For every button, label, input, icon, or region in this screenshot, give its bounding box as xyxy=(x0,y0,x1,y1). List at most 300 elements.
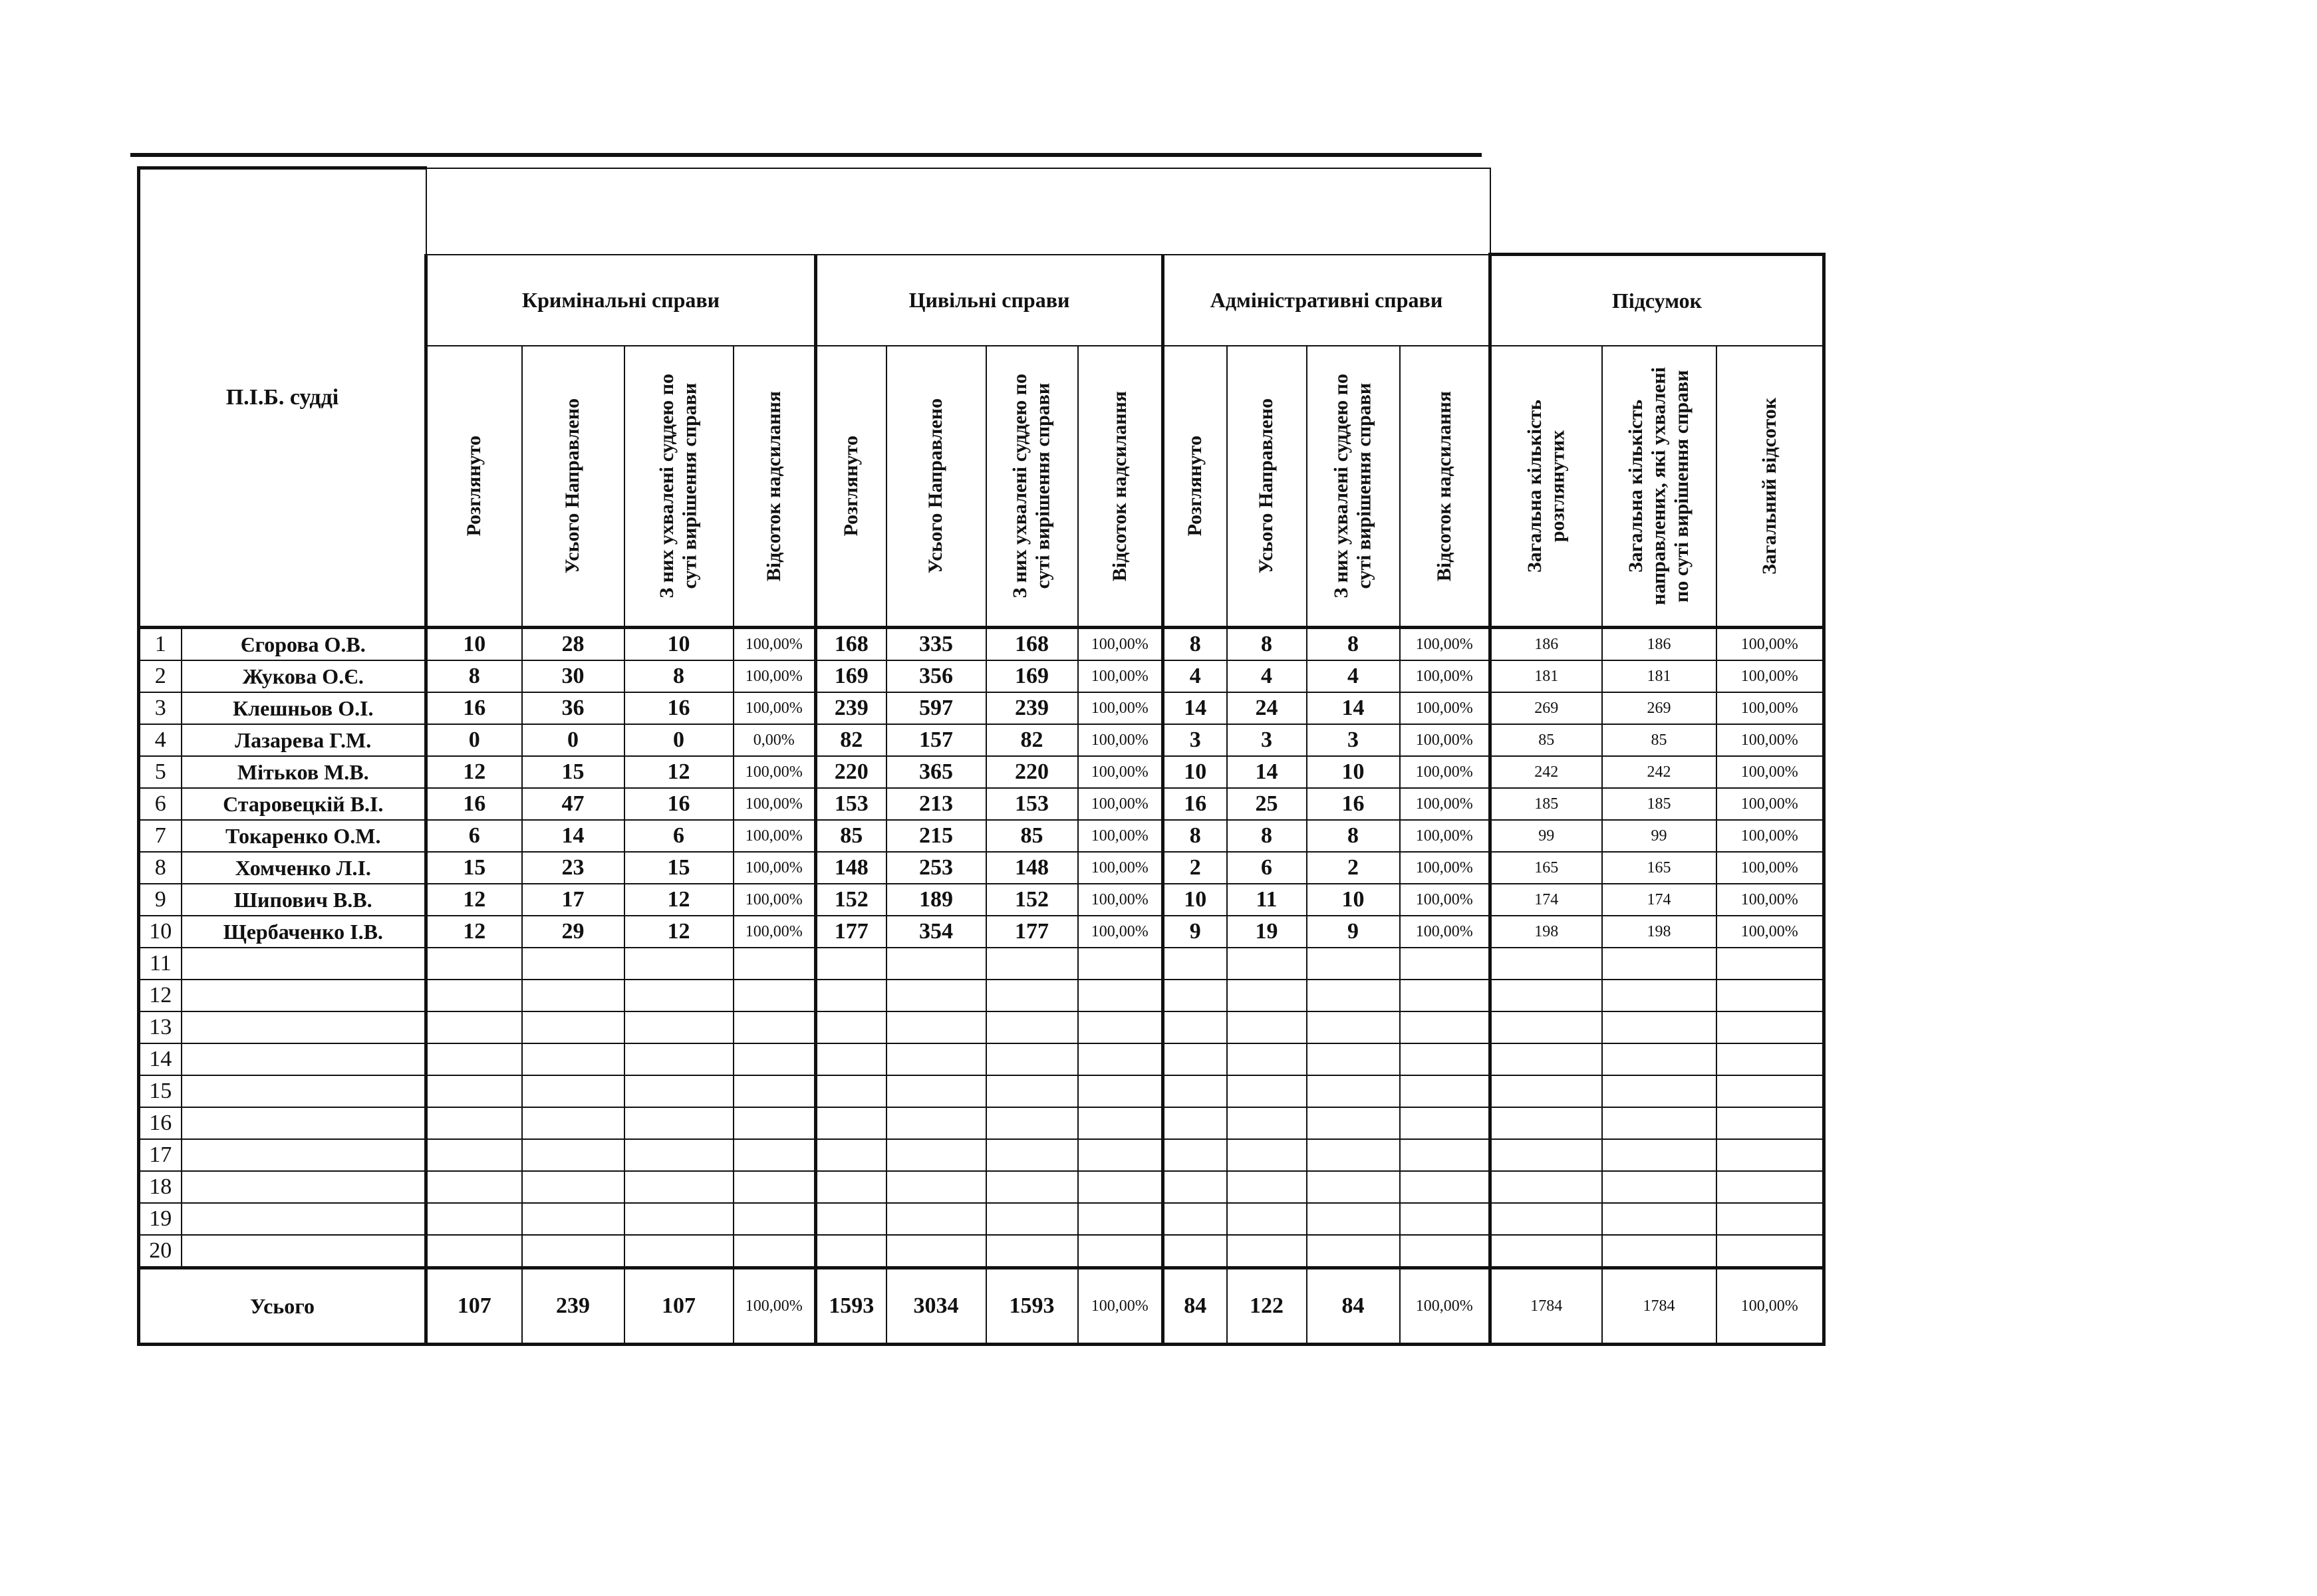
table-row xyxy=(139,628,1824,661)
criminal-value: 0,00% xyxy=(734,724,816,756)
civil-subheader-3 xyxy=(986,346,1078,628)
admin-value xyxy=(1307,1139,1400,1171)
row-number: 5 xyxy=(139,756,182,788)
civil-subheader-1 xyxy=(816,346,886,628)
civil-value xyxy=(886,1171,986,1203)
summary-value: 99 xyxy=(1602,820,1716,852)
civil-value: 100,00% xyxy=(1078,852,1163,884)
criminal-value xyxy=(624,948,734,980)
admin-value xyxy=(1400,1043,1490,1075)
admin-value: 4 xyxy=(1163,660,1227,692)
criminal-value: 15 xyxy=(426,852,522,884)
civil-value xyxy=(986,1107,1078,1139)
summary-value xyxy=(1490,1235,1602,1268)
civil-value xyxy=(886,1139,986,1171)
admin-value: 6 xyxy=(1227,852,1307,884)
civil-total: 1593 xyxy=(816,1268,886,1345)
criminal-value: 100,00% xyxy=(734,852,816,884)
civil-subheader-text: Розглянуто xyxy=(840,436,862,537)
criminal-value: 30 xyxy=(522,660,624,692)
criminal-total: 100,00% xyxy=(734,1268,816,1345)
summary-value xyxy=(1602,1139,1716,1171)
summary-subheader-1 xyxy=(1490,346,1602,628)
criminal-value xyxy=(426,1107,522,1139)
admin-value xyxy=(1307,1043,1400,1075)
criminal-value: 10 xyxy=(624,628,734,661)
summary-total: 1784 xyxy=(1490,1268,1602,1345)
civil-value: 152 xyxy=(986,884,1078,916)
civil-value: 152 xyxy=(816,884,886,916)
civil-value xyxy=(816,1011,886,1043)
table-row xyxy=(139,980,1824,1011)
civil-value xyxy=(986,1139,1078,1171)
admin-value: 3 xyxy=(1227,724,1307,756)
summary-value xyxy=(1490,1043,1602,1075)
admin-value xyxy=(1400,1235,1490,1268)
criminal-value: 28 xyxy=(522,628,624,661)
admin-value xyxy=(1307,1171,1400,1203)
criminal-subheader-text: Розглянуто xyxy=(463,436,485,537)
criminal-value xyxy=(734,1107,816,1139)
criminal-value: 12 xyxy=(624,916,734,948)
criminal-value xyxy=(426,980,522,1011)
summary-subheader-2 xyxy=(1602,346,1716,628)
admin-value: 24 xyxy=(1227,692,1307,724)
civil-value xyxy=(986,980,1078,1011)
table-row xyxy=(139,724,1824,756)
summary-value xyxy=(1602,1075,1716,1107)
summary-value xyxy=(1716,1171,1824,1203)
criminal-value xyxy=(734,1043,816,1075)
criminal-value: 100,00% xyxy=(734,692,816,724)
summary-value: 181 xyxy=(1490,660,1602,692)
admin-total: 100,00% xyxy=(1400,1268,1490,1345)
summary-value xyxy=(1602,1043,1716,1075)
civil-value xyxy=(1078,1011,1163,1043)
admin-value: 14 xyxy=(1163,692,1227,724)
civil-value xyxy=(816,948,886,980)
civil-value xyxy=(1078,1171,1163,1203)
summary-value: 198 xyxy=(1602,916,1716,948)
civil-subheader-text: З них ухвалені суддею по суті вирішення справи xyxy=(1009,374,1054,598)
row-number: 12 xyxy=(139,980,182,1011)
criminal-subheader-3 xyxy=(624,346,734,628)
judge-name xyxy=(182,948,426,980)
criminal-value xyxy=(522,1203,624,1235)
summary-value xyxy=(1602,1203,1716,1235)
judge-name xyxy=(182,1203,426,1235)
civil-value xyxy=(986,1203,1078,1235)
judge-name xyxy=(182,1075,426,1107)
summary-value: 165 xyxy=(1490,852,1602,884)
summary-value: 100,00% xyxy=(1716,756,1824,788)
criminal-value: 100,00% xyxy=(734,916,816,948)
table-row xyxy=(139,692,1824,724)
summary-value: 100,00% xyxy=(1716,692,1824,724)
row-number: 19 xyxy=(139,1203,182,1235)
table-row xyxy=(139,1075,1824,1107)
civil-value: 168 xyxy=(986,628,1078,661)
civil-value xyxy=(986,1043,1078,1075)
civil-value: 100,00% xyxy=(1078,756,1163,788)
summary-subheader-text: Загальний відсоток xyxy=(1758,397,1780,575)
civil-value: 100,00% xyxy=(1078,884,1163,916)
criminal-subheader-text: З них ухвалені суддею по суті вирішення справи xyxy=(656,374,701,598)
criminal-value: 0 xyxy=(624,724,734,756)
criminal-value xyxy=(624,1075,734,1107)
summary-value xyxy=(1490,1075,1602,1107)
admin-value xyxy=(1227,1043,1307,1075)
criminal-value xyxy=(624,1043,734,1075)
table-row xyxy=(139,1203,1824,1235)
admin-total: 84 xyxy=(1163,1268,1227,1345)
admin-value xyxy=(1400,1171,1490,1203)
row-number: 9 xyxy=(139,884,182,916)
criminal-value: 0 xyxy=(522,724,624,756)
civil-value xyxy=(816,1235,886,1268)
admin-value xyxy=(1227,1107,1307,1139)
admin-value xyxy=(1400,1139,1490,1171)
criminal-value: 100,00% xyxy=(734,756,816,788)
summary-value xyxy=(1602,948,1716,980)
criminal-value: 6 xyxy=(426,820,522,852)
civil-value xyxy=(816,1139,886,1171)
summary-value xyxy=(1716,1011,1824,1043)
summary-value: 185 xyxy=(1602,788,1716,820)
judge-name xyxy=(182,1107,426,1139)
admin-value: 4 xyxy=(1307,660,1400,692)
admin-value xyxy=(1400,1075,1490,1107)
row-number: 13 xyxy=(139,1011,182,1043)
summary-value: 100,00% xyxy=(1716,724,1824,756)
judge-name xyxy=(182,1235,426,1268)
admin-value: 14 xyxy=(1307,692,1400,724)
criminal-total: 107 xyxy=(624,1268,734,1345)
admin-value: 4 xyxy=(1227,660,1307,692)
judge-name xyxy=(182,1043,426,1075)
summary-value xyxy=(1490,948,1602,980)
judge-name: Старовецкій В.І. xyxy=(182,788,426,820)
criminal-value xyxy=(522,1139,624,1171)
criminal-value xyxy=(624,980,734,1011)
admin-value: 8 xyxy=(1307,628,1400,661)
admin-value: 9 xyxy=(1163,916,1227,948)
row-number: 2 xyxy=(139,660,182,692)
civil-value xyxy=(986,1171,1078,1203)
judge-name: Клешньов О.І. xyxy=(182,692,426,724)
group-criminal-header: Кримінальні справи xyxy=(426,255,816,346)
criminal-value xyxy=(426,1139,522,1171)
civil-value: 239 xyxy=(986,692,1078,724)
admin-value: 2 xyxy=(1163,852,1227,884)
admin-value xyxy=(1163,1011,1227,1043)
summary-value: 99 xyxy=(1490,820,1602,852)
criminal-value xyxy=(624,1235,734,1268)
admin-subheader-text: Усього Направлено xyxy=(1255,398,1278,574)
admin-subheader-1 xyxy=(1163,346,1227,628)
admin-value xyxy=(1400,1011,1490,1043)
judge-name xyxy=(182,1139,426,1171)
civil-value: 100,00% xyxy=(1078,916,1163,948)
admin-value: 19 xyxy=(1227,916,1307,948)
admin-value: 16 xyxy=(1307,788,1400,820)
admin-value xyxy=(1307,1011,1400,1043)
criminal-value: 14 xyxy=(522,820,624,852)
civil-value xyxy=(886,1203,986,1235)
empty-corner xyxy=(1490,168,1824,255)
summary-value: 100,00% xyxy=(1716,628,1824,661)
summary-value xyxy=(1716,1203,1824,1235)
group-civil-header: Цивільні справи xyxy=(816,255,1163,346)
civil-total: 3034 xyxy=(886,1268,986,1345)
admin-value: 25 xyxy=(1227,788,1307,820)
admin-value: 14 xyxy=(1227,756,1307,788)
table-row xyxy=(139,852,1824,884)
civil-value xyxy=(1078,1203,1163,1235)
total-row xyxy=(139,1268,1824,1345)
summary-value: 100,00% xyxy=(1716,660,1824,692)
civil-value xyxy=(986,1235,1078,1268)
summary-value xyxy=(1490,1171,1602,1203)
criminal-value xyxy=(522,1043,624,1075)
criminal-value xyxy=(522,1235,624,1268)
summary-value xyxy=(1490,980,1602,1011)
admin-value xyxy=(1227,1171,1307,1203)
summary-total: 1784 xyxy=(1602,1268,1716,1345)
admin-subheader-text: Розглянуто xyxy=(1184,436,1206,537)
criminal-value xyxy=(426,1011,522,1043)
criminal-value: 12 xyxy=(426,916,522,948)
admin-value xyxy=(1163,1107,1227,1139)
row-number: 10 xyxy=(139,916,182,948)
civil-value: 85 xyxy=(986,820,1078,852)
criminal-value xyxy=(624,1203,734,1235)
summary-value: 269 xyxy=(1490,692,1602,724)
admin-value: 3 xyxy=(1163,724,1227,756)
admin-value: 100,00% xyxy=(1400,756,1490,788)
admin-value: 16 xyxy=(1163,788,1227,820)
summary-value xyxy=(1490,1139,1602,1171)
criminal-value: 6 xyxy=(624,820,734,852)
criminal-value xyxy=(522,1075,624,1107)
summary-value xyxy=(1716,1235,1824,1268)
civil-value xyxy=(886,1043,986,1075)
civil-value: 177 xyxy=(816,916,886,948)
judge-name: Лазарева Г.М. xyxy=(182,724,426,756)
civil-subheader-text: Усього Направлено xyxy=(924,398,947,574)
table-row xyxy=(139,820,1824,852)
admin-value: 3 xyxy=(1307,724,1400,756)
civil-value: 100,00% xyxy=(1078,820,1163,852)
admin-value: 100,00% xyxy=(1400,884,1490,916)
table-row xyxy=(139,948,1824,980)
name-column-header: П.І.Б. судді xyxy=(139,168,426,628)
table-row xyxy=(139,1171,1824,1203)
criminal-value xyxy=(522,948,624,980)
summary-value: 186 xyxy=(1490,628,1602,661)
admin-value xyxy=(1163,1171,1227,1203)
table-row xyxy=(139,788,1824,820)
admin-value: 100,00% xyxy=(1400,660,1490,692)
civil-value: 177 xyxy=(986,916,1078,948)
admin-value xyxy=(1163,1203,1227,1235)
total-label: Усього xyxy=(139,1268,426,1345)
table-row xyxy=(139,884,1824,916)
row-number: 16 xyxy=(139,1107,182,1139)
row-number: 18 xyxy=(139,1171,182,1203)
summary-value: 100,00% xyxy=(1716,916,1824,948)
criminal-subheader-1 xyxy=(426,346,522,628)
civil-value: 100,00% xyxy=(1078,788,1163,820)
group-admin-header: Адміністративні справи xyxy=(1163,255,1490,346)
civil-value: 82 xyxy=(986,724,1078,756)
civil-value xyxy=(886,1235,986,1268)
civil-value: 153 xyxy=(816,788,886,820)
criminal-value: 16 xyxy=(624,788,734,820)
criminal-value xyxy=(734,980,816,1011)
criminal-total: 239 xyxy=(522,1268,624,1345)
table-row xyxy=(139,1107,1824,1139)
row-number: 8 xyxy=(139,852,182,884)
summary-subheader-text: Загальна кількість розглянутих xyxy=(1523,399,1569,573)
civil-value: 220 xyxy=(986,756,1078,788)
criminal-value xyxy=(624,1139,734,1171)
admin-value xyxy=(1163,948,1227,980)
civil-value: 189 xyxy=(886,884,986,916)
admin-value: 10 xyxy=(1307,884,1400,916)
admin-subheader-3 xyxy=(1307,346,1400,628)
summary-value: 269 xyxy=(1602,692,1716,724)
civil-total: 1593 xyxy=(986,1268,1078,1345)
admin-value xyxy=(1227,1203,1307,1235)
criminal-value: 23 xyxy=(522,852,624,884)
title-blank-area xyxy=(426,168,1490,255)
civil-value: 335 xyxy=(886,628,986,661)
admin-value: 8 xyxy=(1227,820,1307,852)
civil-total: 100,00% xyxy=(1078,1268,1163,1345)
row-number: 11 xyxy=(139,948,182,980)
criminal-value xyxy=(426,1075,522,1107)
summary-value xyxy=(1716,1107,1824,1139)
criminal-value: 12 xyxy=(624,756,734,788)
criminal-value: 12 xyxy=(426,884,522,916)
civil-value xyxy=(816,1171,886,1203)
criminal-subheader-text: Відсоток надсилання xyxy=(762,390,785,582)
civil-subheader-4 xyxy=(1078,346,1163,628)
criminal-value xyxy=(734,1011,816,1043)
civil-value: 213 xyxy=(886,788,986,820)
summary-value: 174 xyxy=(1602,884,1716,916)
civil-value xyxy=(816,1203,886,1235)
civil-value xyxy=(886,948,986,980)
admin-value xyxy=(1400,948,1490,980)
criminal-value: 8 xyxy=(624,660,734,692)
criminal-value: 0 xyxy=(426,724,522,756)
summary-value: 85 xyxy=(1602,724,1716,756)
admin-value xyxy=(1163,1139,1227,1171)
summary-value xyxy=(1716,1075,1824,1107)
civil-value: 354 xyxy=(886,916,986,948)
civil-value xyxy=(1078,1235,1163,1268)
admin-value: 100,00% xyxy=(1400,724,1490,756)
criminal-value xyxy=(734,1235,816,1268)
civil-value: 148 xyxy=(816,852,886,884)
civil-value xyxy=(816,1075,886,1107)
criminal-value: 100,00% xyxy=(734,884,816,916)
civil-value: 157 xyxy=(886,724,986,756)
criminal-value xyxy=(734,948,816,980)
criminal-value xyxy=(734,1139,816,1171)
admin-value xyxy=(1307,1235,1400,1268)
civil-value xyxy=(816,1043,886,1075)
admin-value xyxy=(1400,980,1490,1011)
summary-value: 181 xyxy=(1602,660,1716,692)
criminal-value: 16 xyxy=(426,788,522,820)
civil-value xyxy=(816,1107,886,1139)
admin-value xyxy=(1227,948,1307,980)
admin-value: 100,00% xyxy=(1400,916,1490,948)
admin-subheader-2 xyxy=(1227,346,1307,628)
criminal-value: 36 xyxy=(522,692,624,724)
row-number: 6 xyxy=(139,788,182,820)
admin-value xyxy=(1400,1203,1490,1235)
criminal-value xyxy=(426,948,522,980)
civil-value xyxy=(1078,1107,1163,1139)
criminal-value xyxy=(426,1203,522,1235)
group-summary-header: Підсумок xyxy=(1490,255,1824,346)
summary-value: 85 xyxy=(1490,724,1602,756)
judge-name xyxy=(182,1171,426,1203)
civil-value: 153 xyxy=(986,788,1078,820)
admin-value xyxy=(1227,980,1307,1011)
judge-name: Жукова О.Є. xyxy=(182,660,426,692)
criminal-value xyxy=(426,1043,522,1075)
summary-subheader-text: Загальна кількість направлених, які ухвалені по суті вирішення справи xyxy=(1624,367,1693,605)
admin-value: 2 xyxy=(1307,852,1400,884)
admin-value: 9 xyxy=(1307,916,1400,948)
criminal-value: 29 xyxy=(522,916,624,948)
civil-value: 148 xyxy=(986,852,1078,884)
table-row xyxy=(139,1235,1824,1268)
summary-value: 242 xyxy=(1602,756,1716,788)
admin-value xyxy=(1227,1139,1307,1171)
civil-value xyxy=(886,1011,986,1043)
judge-name: Єгорова О.В. xyxy=(182,628,426,661)
civil-value xyxy=(886,1075,986,1107)
summary-value: 242 xyxy=(1490,756,1602,788)
civil-value xyxy=(986,1011,1078,1043)
judge-name: Хомченко Л.І. xyxy=(182,852,426,884)
judge-name xyxy=(182,980,426,1011)
admin-value: 100,00% xyxy=(1400,628,1490,661)
criminal-value: 17 xyxy=(522,884,624,916)
criminal-value xyxy=(624,1107,734,1139)
admin-value xyxy=(1163,1235,1227,1268)
criminal-value: 15 xyxy=(624,852,734,884)
admin-value xyxy=(1163,1075,1227,1107)
summary-value xyxy=(1716,948,1824,980)
summary-value: 100,00% xyxy=(1716,852,1824,884)
admin-total: 122 xyxy=(1227,1268,1307,1345)
criminal-value: 12 xyxy=(624,884,734,916)
civil-value: 220 xyxy=(816,756,886,788)
admin-value xyxy=(1227,1235,1307,1268)
civil-value: 169 xyxy=(986,660,1078,692)
criminal-subheader-text: Усього Направлено xyxy=(561,398,584,574)
civil-value: 85 xyxy=(816,820,886,852)
civil-value: 365 xyxy=(886,756,986,788)
admin-value xyxy=(1307,1075,1400,1107)
